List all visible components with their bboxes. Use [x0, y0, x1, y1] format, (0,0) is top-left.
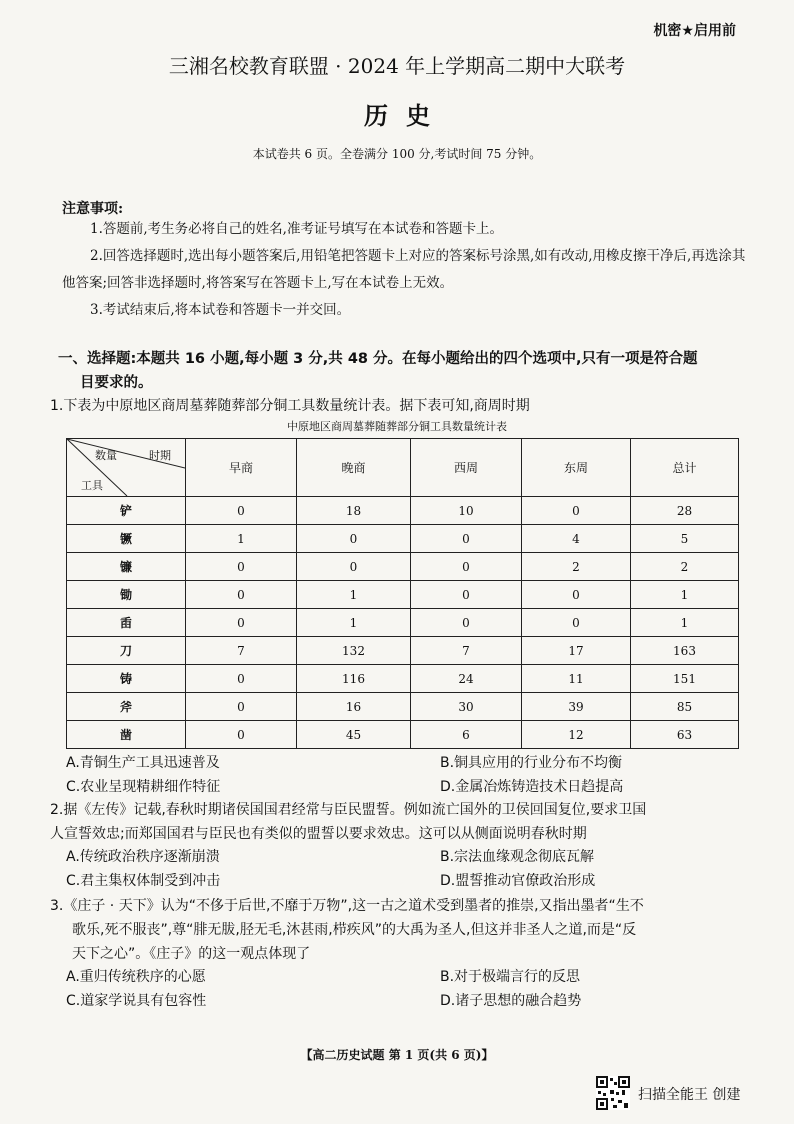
- tool-name-cell: 臿: [67, 609, 186, 637]
- count-cell: 17: [522, 637, 631, 665]
- count-cell: 16: [297, 693, 411, 721]
- section-heading-line1: 一、选择题:本题共 16 小题,每小题 3 分,共 48 分。在每小题给出的四个选项中,只有一项是符合题: [58, 351, 698, 367]
- question-3-line3: 天下之心”。《庄子》的这一观点体现了: [72, 946, 311, 962]
- count-cell: 0: [411, 525, 522, 553]
- count-cell: 0: [522, 497, 631, 525]
- question-1-text: 1.下表为中原地区商周墓葬随葬部分铜工具数量统计表。据下表可知,商周时期: [50, 398, 530, 414]
- q2-option-b: B.宗法血缘观念彻底瓦解: [440, 849, 595, 865]
- notice-item-3: 3.考试结束后,将本试卷和答题卡一并交回。: [90, 302, 351, 318]
- count-cell: 11: [522, 665, 631, 693]
- table-row: [67, 581, 739, 609]
- tool-name-cell: 锄: [67, 581, 186, 609]
- count-cell: 132: [297, 637, 411, 665]
- count-cell: 6: [411, 721, 522, 749]
- question-2-stem: [50, 798, 750, 846]
- column-header: 总计: [631, 439, 739, 497]
- table-row: [67, 609, 739, 637]
- question-2-line2: 人宣誓效忠;而郑国国君与臣民也有类似的盟誓以要求效忠。这可以从侧面说明春秋时期: [50, 826, 587, 842]
- q1-option-c: C.农业呈现精耕细作特征: [66, 779, 221, 795]
- count-cell: 7: [186, 637, 297, 665]
- count-cell: 1: [186, 525, 297, 553]
- tool-name-cell: 镰: [67, 553, 186, 581]
- table-row: [67, 665, 739, 693]
- section-heading-line2: 目要求的。: [80, 375, 153, 391]
- count-cell: 28: [631, 497, 739, 525]
- tool-name-cell: 斧: [67, 693, 186, 721]
- count-cell: 0: [186, 609, 297, 637]
- column-header: 早商: [186, 439, 297, 497]
- count-cell: 1: [631, 581, 739, 609]
- count-cell: 2: [522, 553, 631, 581]
- count-cell: 0: [411, 609, 522, 637]
- table-header-row: [67, 439, 739, 497]
- tool-name-cell: 镢: [67, 525, 186, 553]
- count-cell: 1: [297, 609, 411, 637]
- count-cell: 24: [411, 665, 522, 693]
- count-cell: 0: [186, 721, 297, 749]
- column-header: 东周: [522, 439, 631, 497]
- header-tool: 工具: [81, 479, 103, 492]
- count-cell: 163: [631, 637, 739, 665]
- header-period: 时期: [149, 449, 171, 462]
- subject-title: 历史: [364, 101, 448, 130]
- count-cell: 1: [297, 581, 411, 609]
- q3-option-b: B.对于极端言行的反思: [440, 969, 581, 985]
- count-cell: 0: [297, 525, 411, 553]
- count-cell: 0: [411, 581, 522, 609]
- q1-option-d: D.金属冶炼铸造技术日趋提高: [440, 779, 624, 795]
- count-cell: 0: [297, 553, 411, 581]
- column-header: 西周: [411, 439, 522, 497]
- table-diagonal-header: [67, 439, 186, 497]
- table-row: [67, 525, 739, 553]
- table-title: 中原地区商周墓葬随葬部分铜工具数量统计表: [287, 420, 507, 433]
- section-heading: [58, 347, 758, 395]
- table-row: [67, 637, 739, 665]
- column-header: 晚商: [297, 439, 411, 497]
- confidential-mark: 机密★启用前: [653, 23, 736, 39]
- tool-statistics-table: [66, 438, 739, 749]
- scanner-watermark: 扫描全能王 创建: [638, 1087, 741, 1103]
- notice-item-1: 1.答题前,考生务必将自己的姓名,准考证号填写在本试卷和答题卡上。: [90, 221, 503, 237]
- count-cell: 0: [186, 553, 297, 581]
- count-cell: 2: [631, 553, 739, 581]
- count-cell: 0: [522, 609, 631, 637]
- q2-option-c: C.君主集权体制受到冲击: [66, 873, 221, 889]
- tool-name-cell: 刀: [67, 637, 186, 665]
- count-cell: 18: [297, 497, 411, 525]
- q3-option-c: C.道家学说具有包容性: [66, 993, 207, 1009]
- table-row: [67, 721, 739, 749]
- count-cell: 10: [411, 497, 522, 525]
- count-cell: 0: [411, 553, 522, 581]
- count-cell: 0: [186, 665, 297, 693]
- tool-name-cell: 铲: [67, 497, 186, 525]
- tool-name-cell: 凿: [67, 721, 186, 749]
- count-cell: 0: [186, 693, 297, 721]
- question-1-stem: [50, 394, 750, 418]
- question-3-stem: [50, 894, 750, 966]
- q1-option-b: B.铜具应用的行业分布不均衡: [440, 755, 623, 771]
- count-cell: 0: [186, 581, 297, 609]
- exam-info: 本试卷共 6 页。全卷满分 100 分,考试时间 75 分钟。: [252, 147, 542, 161]
- notice-item-2: 2.回答选择题时,选出每小题答案后,用铅笔把答题卡上对应的答案标号涂黑,如有改动,用橡皮擦干净后,再选涂其他答案;回答非选择题时,将答案写在答题卡上,写在本试卷上无效。: [62, 248, 746, 291]
- q1-option-a: A.青铜生产工具迅速普及: [66, 755, 220, 771]
- page-footer: 【高二历史试题 第 1 页(共 6 页)】: [300, 1048, 494, 1062]
- notice-title: 注意事项:: [62, 201, 124, 217]
- tool-name-cell: 铸: [67, 665, 186, 693]
- header-quantity: 数量: [95, 449, 117, 462]
- q3-option-d: D.诸子思想的融合趋势: [440, 993, 582, 1009]
- question-2-line1: 2.据《左传》记载,春秋时期诸侯国国君经常与臣民盟誓。例如流亡国外的卫侯回国复位,要求卫国: [50, 802, 647, 818]
- question-3-line2: 歌乐,死不服丧”,尊“腓无胈,胫无毛,沐甚雨,栉疾风”的大禹为圣人,但这并非圣人之道,而是“反: [72, 922, 637, 938]
- count-cell: 12: [522, 721, 631, 749]
- table-row: [67, 553, 739, 581]
- qr-code-icon: [596, 1076, 630, 1110]
- count-cell: 116: [297, 665, 411, 693]
- count-cell: 7: [411, 637, 522, 665]
- count-cell: 85: [631, 693, 739, 721]
- count-cell: 151: [631, 665, 739, 693]
- count-cell: 45: [297, 721, 411, 749]
- count-cell: 1: [631, 609, 739, 637]
- count-cell: 30: [411, 693, 522, 721]
- count-cell: 39: [522, 693, 631, 721]
- table-row: [67, 693, 739, 721]
- count-cell: 4: [522, 525, 631, 553]
- question-3-line1: 3.《庄子 · 天下》认为“不侈于后世,不靡于万物”,这一古之道术受到墨者的推崇,又指出墨者“生不: [50, 898, 644, 914]
- q2-option-a: A.传统政治秩序逐渐崩溃: [66, 849, 220, 865]
- count-cell: 0: [522, 581, 631, 609]
- count-cell: 0: [186, 497, 297, 525]
- count-cell: 63: [631, 721, 739, 749]
- q2-option-d: D.盟誓推动官僚政治形成: [440, 873, 596, 889]
- exam-title: 三湘名校教育联盟 · 2024 年上学期高二期中大联考: [168, 54, 626, 78]
- count-cell: 5: [631, 525, 739, 553]
- notice-list: [62, 216, 747, 324]
- q3-option-a: A.重归传统秩序的心愿: [66, 969, 206, 985]
- table-row: [67, 497, 739, 525]
